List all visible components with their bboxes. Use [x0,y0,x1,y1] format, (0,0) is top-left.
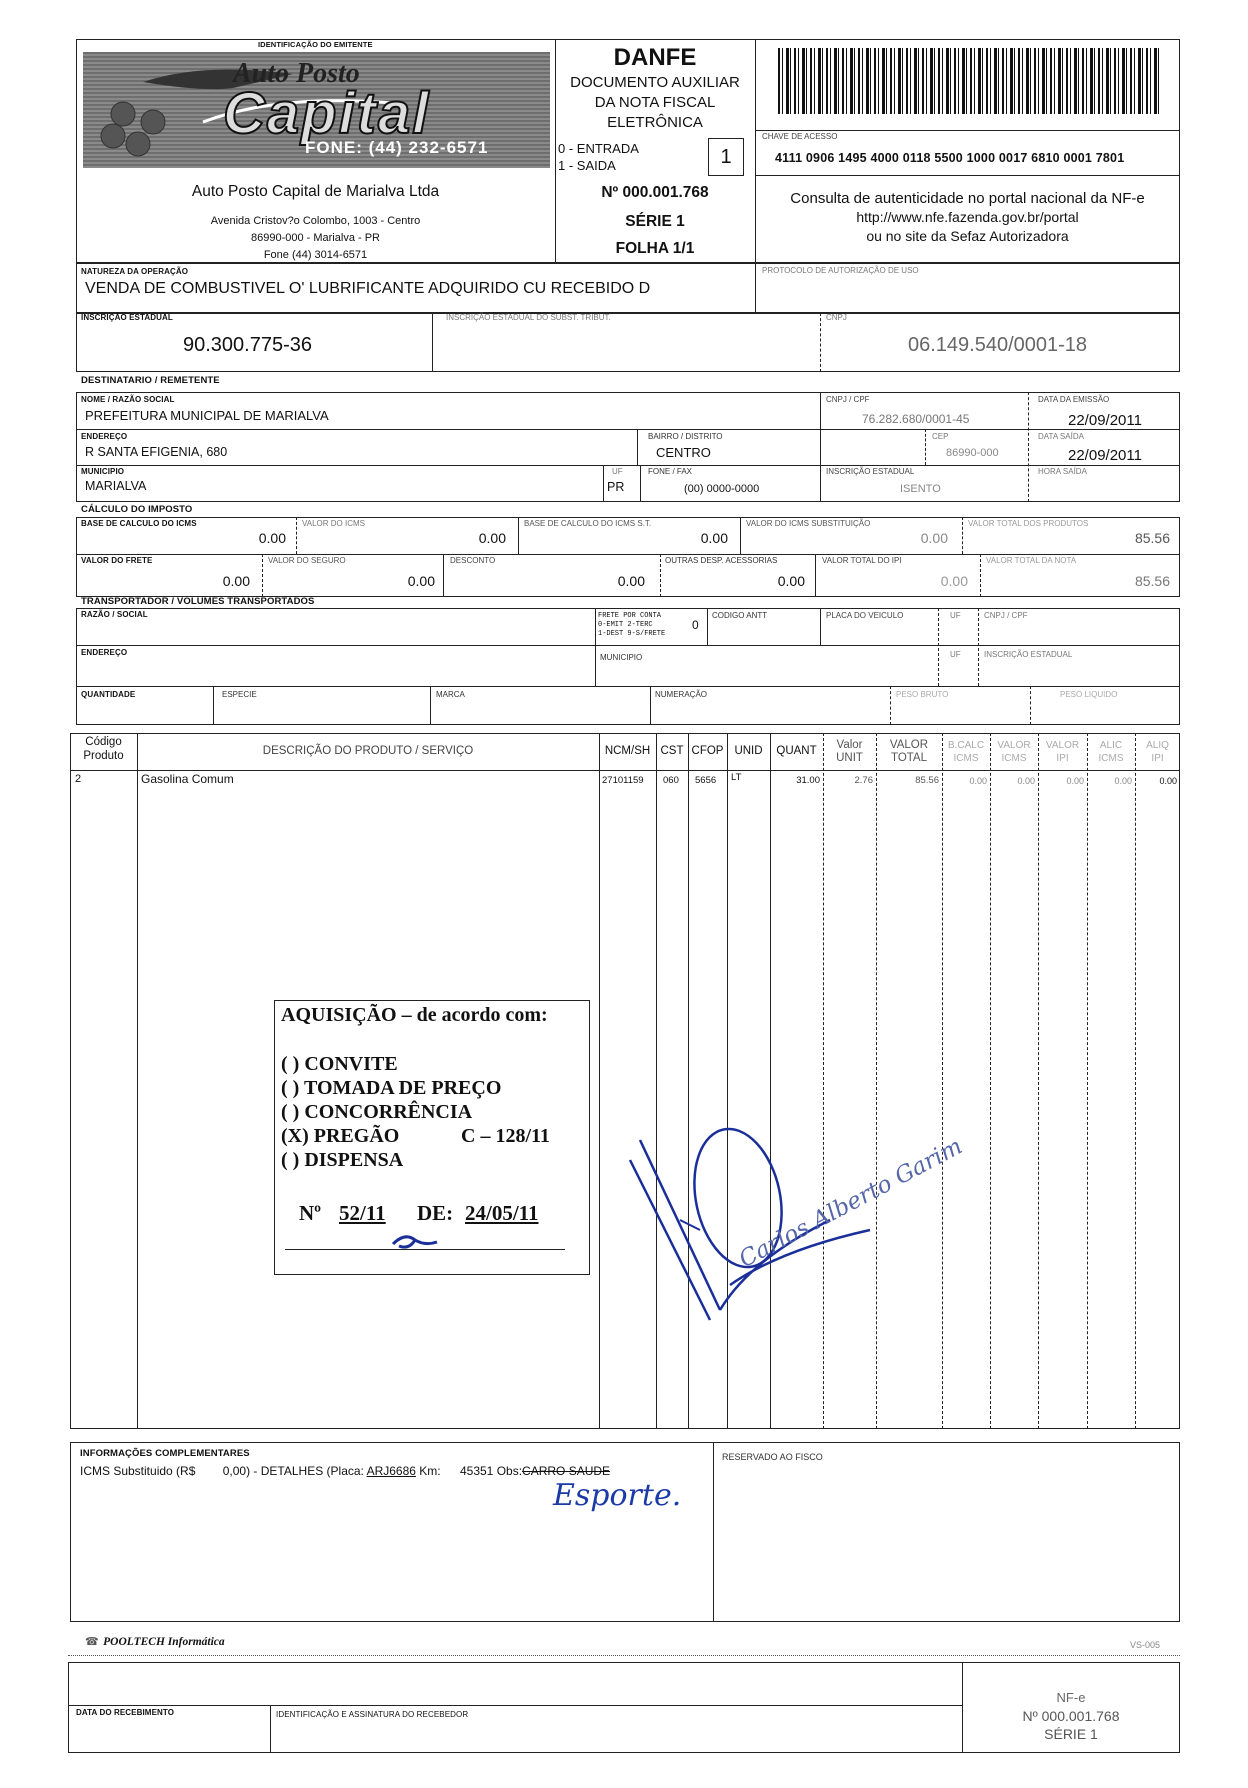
dest-endereco-label: ENDEREÇO [81,432,128,441]
stamp-opt-tomada: ( ) TOMADA DE PREÇO [281,1077,502,1099]
danfe-subtitle2: DA NOTA FISCAL [594,94,716,111]
row-codigo: 2 [75,773,82,785]
emitente-address: Avenida Cristov?o Colombo, 1003 - Centro [210,215,421,227]
outras-label: OUTRAS DESP. ACESSORIAS [665,556,778,565]
dest-uf: PR [607,480,625,494]
transp-ie-label: INSCRIÇÃO ESTADUAL [984,650,1073,659]
dest-saida-label: DATA SAÍDA [1038,432,1084,441]
row-bicms: 0.00 [969,776,987,786]
th-aicms-2: ICMS [1098,753,1124,764]
transp-uf2-label: UF [950,650,961,659]
total-prod-label: VALOR TOTAL DOS PRODUTOS [968,519,1089,528]
natureza-value: VENDA DE COMBUSTIVEL O' LUBRIFICANTE ADQUIRIDO CU RECEBIDO D [85,280,651,297]
dest-cep-label: CEP [932,432,949,441]
total-nota-label: VALOR TOTAL DA NOTA [986,556,1077,565]
dest-cnpj: 76.282.680/0001-45 [862,412,970,426]
th-quant: QUANT [776,745,817,757]
row-cst: 060 [663,775,679,786]
signature-name: Carlos Alberto Garim [735,1133,967,1273]
dest-uf-label: UF [612,467,623,476]
subst-label: INSCRIÇÃO ESTADUAL DO SUBST. TRIBUT. [446,313,611,322]
transp-municipio-label: MUNICIPIO [600,653,643,662]
dest-bairro: CENTRO [656,445,711,460]
canhoto-serie: SÉRIE 1 [1044,1726,1098,1742]
dest-municipio: MARIALVA [85,479,147,493]
danfe-tipo-box: 1 [708,138,744,176]
info-text-part2: 0,00) - DETALHES (Placa: [222,1464,364,1478]
transp-quantidade-label: QUANTIDADE [81,690,136,699]
stamp-opt-concorrencia: ( ) CONCORRÊNCIA [281,1101,473,1123]
software-credit [85,1632,225,1650]
dest-bairro-label: BAIRRO / DISTRITO [648,432,723,441]
total-prod: 85.56 [1134,530,1170,546]
th-aipi-1: ALIQ [1146,740,1169,751]
row-vunit: 2.76 [854,775,873,786]
transp-peso-bruto-label: PESO BRUTO [896,690,949,699]
emitente-cnpj: 06.149.540/0001-18 [908,334,1088,356]
th-vipi-2: IPI [1056,753,1069,764]
th-vtotal-2: TOTAL [891,752,927,764]
row-ncm: 27101159 [602,775,644,786]
transp-cnpj-label: CNPJ / CPF [984,611,1028,620]
reservado-label: RESERVADO AO FISCO [722,1452,823,1462]
transp-numeracao-label: NUMERAÇÃO [655,690,708,699]
desconto-label: DESCONTO [450,556,496,565]
info-placa: ARJ6686 [366,1464,416,1478]
dest-ie: ISENTO [900,483,941,495]
dest-fone: (00) 0000-0000 [684,483,760,495]
th-bicms-2: ICMS [953,753,979,764]
logo-line1: Auto Posto [233,58,360,89]
dest-emissao: 22/09/2011 [1068,412,1142,429]
valor-icms: 0.00 [478,530,506,546]
base-icms-label: BASE DE CALCULO DO ICMS [81,519,197,528]
th-cfop: CFOP [691,745,724,757]
frete-line1: FRETE POR CONTA [598,612,662,620]
canhoto-numero: Nº 000.001.768 [1022,1708,1120,1724]
seguro: 0.00 [407,573,435,589]
protocolo-label: PROTOCOLO DE AUTORIZAÇÃO DE USO [762,266,919,275]
danfe-subtitle3: ELETRÔNICA [607,114,703,131]
base-st: 0.00 [700,530,728,546]
th-descricao: DESCRIÇÃO DO PRODUTO / SERVIÇO [262,745,474,757]
row-aipi: 0.00 [1159,776,1177,786]
emitente-section-label: IDENTIFICAÇÃO DO EMITENTE [258,40,373,49]
info-text-part4: 45351 Obs: [459,1464,523,1478]
transp-uf-label: UF [950,611,961,620]
info-handwritten: Esporte. [553,1478,682,1513]
frete-line2: 0-EMIT 2-TERC [598,621,653,629]
danfe-numero: Nº 000.001.768 [601,184,709,201]
destinatario-section-label: DESTINATARIO / REMETENTE [81,375,220,386]
consulta-line1: Consulta de autenticidade no portal nacional da NF-e [790,190,1145,207]
ipi: 0.00 [940,573,968,589]
row-unid: LT [731,772,742,783]
dest-endereco: R SANTA EFIGENIA, 680 [85,445,228,459]
seguro-label: VALOR DO SEGURO [268,556,346,565]
transportador-section-label: TRANSPORTADOR / VOLUMES TRANSPORTADOS [81,596,315,607]
valor-st-label: VALOR DO ICMS SUBSTITUIÇÃO [746,519,871,528]
th-vicms-2: ICMS [1001,753,1027,764]
row-vipi: 0.00 [1066,776,1084,786]
danfe-subtitle1: DOCUMENTO AUXILIAR [570,74,740,91]
row-aicms: 0.00 [1114,776,1132,786]
frete-line3: 1-DEST 9-S/FRETE [598,630,666,638]
th-vicms-1: VALOR [997,740,1031,751]
base-icms: 0.00 [258,530,286,546]
stamp-data: 24/05/11 [465,1201,539,1225]
frete-label: VALOR DO FRETE [81,556,153,565]
transp-marca-label: MARCA [436,690,465,699]
th-vunit-1: Valor [836,739,863,751]
info-text [80,1464,610,1478]
th-cst: CST [660,745,684,757]
dest-hora-label: HORA SAÍDA [1038,467,1087,476]
logo-line2: Capital [223,81,431,146]
dest-nome: PREFEITURA MUNICIPAL DE MARIALVA [85,408,329,423]
row-vicms: 0.00 [1017,776,1035,786]
th-unid: UNID [734,745,763,757]
emitente-cnpj-label: CNPJ [826,313,847,322]
software-code: VS-005 [1130,1640,1161,1650]
imposto-section-label: CÁLCULO DO IMPOSTO [81,504,193,515]
row-descricao: Gasolina Comum [141,772,234,786]
th-vtotal-1: VALOR [889,739,929,751]
desconto: 0.00 [617,573,645,589]
inscricao-label: INSCRIÇÃO ESTADUAL [81,313,173,322]
row-vtotal: 85.56 [915,775,939,786]
dest-saida: 22/09/2011 [1068,447,1142,464]
inscricao-value: 90.300.775-36 [183,334,313,356]
logo-phone: FONE: (44) 232-6571 [305,138,489,157]
th-aicms-1: ALIC [1099,740,1123,751]
danfe-serie: SÉRIE 1 [625,213,685,230]
danfe-folha: FOLHA 1/1 [615,240,695,257]
th-vunit-2: UNIT [836,752,863,764]
row-cfop: 5656 [695,775,717,786]
stamp-title: AQUISIÇÃO – de acordo com: [281,1004,548,1026]
transp-endereco-label: ENDEREÇO [81,648,128,657]
stamp-numero: 52/11 [339,1201,386,1225]
stamp-initials-icon [385,1226,445,1256]
th-codigo-1: Código [85,736,122,748]
danfe-entrada: 0 - ENTRADA [558,141,639,156]
info-text-part1: ICMS Substituido (R$ [80,1464,196,1478]
canhoto-nfe: NF-e [1056,1690,1086,1705]
aquisicao-stamp [274,1000,590,1275]
canhoto-assinatura-label: IDENTIFICAÇÃO E ASSINATURA DO RECEBEDOR [276,1710,469,1719]
dest-fone-label: FONE / FAX [648,467,693,476]
th-bicms-1: B.CALC [947,740,985,751]
th-aipi-2: IPI [1151,753,1164,764]
frete-value: 0 [692,618,699,632]
dest-cep: 86990-000 [946,447,999,459]
th-ncm: NCM/SH [604,745,651,757]
valor-st: 0.00 [920,530,948,546]
dest-cnpj-label: CNPJ / CPF [826,395,870,404]
info-label: INFORMAÇÕES COMPLEMENTARES [80,1448,250,1459]
row-quant: 31.00 [796,775,820,786]
danfe-title: DANFE [613,44,697,71]
emitente-name: Auto Posto Capital de Marialva Ltda [191,183,440,200]
info-text-part3: Km: [419,1464,441,1478]
th-codigo-2: Produto [83,750,124,762]
stamp-opt-convite: ( ) CONVITE [281,1053,398,1075]
software-name: POOLTECH Informática [103,1636,225,1648]
chave-label: CHAVE DE ACESSO [762,132,838,141]
ipi-label: VALOR TOTAL DO IPI [822,556,902,565]
consulta-line2: http://www.nfe.fazenda.gov.br/portal [856,209,1079,225]
dest-emissao-label: DATA DA EMISSÃO [1038,395,1110,404]
stamp-pregao-code: C – 128/11 [461,1125,550,1147]
danfe-saida: 1 - SAIDA [558,158,616,173]
dest-ie-label: INSCRIÇÃO ESTADUAL [826,467,915,476]
chave-value: 4111 0906 1495 4000 0118 5500 1000 0017 6810 0001 7801 [775,151,1125,165]
transp-peso-liquido-label: PESO LIQUIDO [1060,690,1118,699]
transp-placa-label: PLACA DO VEICULO [826,611,904,620]
info-obs-struck: CARRO SAUDE [522,1464,611,1478]
transp-razao-label: RAZÃO / SOCIAL [81,610,148,619]
frete-por-conta [598,612,665,639]
natureza-label: NATUREZA DA OPERAÇÃO [81,267,189,276]
frete: 0.00 [222,573,250,589]
base-st-label: BASE DE CALCULO DO ICMS S.T. [524,519,652,528]
emitente-city: 86990-000 - Marialva - PR [250,232,380,244]
stamp-data-prefix: DE: [417,1201,454,1225]
canhoto-data-label: DATA DO RECEBIMENTO [76,1708,175,1717]
outras: 0.00 [777,573,805,589]
software-icon: ☎ [85,1636,99,1648]
transp-especie-label: ESPECIE [222,690,257,699]
barcode [778,48,1162,114]
stamp-opt-dispensa: ( ) DISPENSA [281,1149,404,1171]
dest-municipio-label: MUNICIPIO [81,467,125,476]
stamp-opt-pregao: (X) PREGÃO [281,1125,400,1147]
emitente-phone: Fone (44) 3014-6571 [263,249,368,261]
transp-antt-label: CODIGO ANTT [712,611,768,620]
valor-icms-label: VALOR DO ICMS [302,519,365,528]
th-vipi-1: VALOR [1045,740,1080,751]
total-nota: 85.56 [1134,573,1170,589]
dest-nome-label: NOME / RAZÃO SOCIAL [81,395,175,404]
consulta-line3: ou no site da Sefaz Autorizadora [866,228,1069,244]
stamp-numero-prefix: Nº [299,1201,322,1225]
company-logo [83,52,550,168]
